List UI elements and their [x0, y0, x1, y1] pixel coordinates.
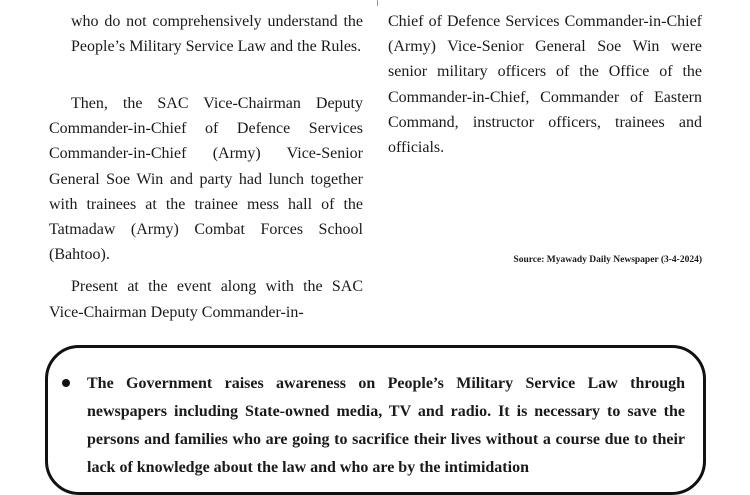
source-credit: Source: Myawady Daily Newspaper (3-4-2024)	[513, 255, 702, 265]
left-continued-paragraph: who do not comprehensively understand the People’s Military Service Law and the Rules.	[71, 13, 363, 56]
callout-box	[45, 345, 706, 495]
column-divider-mark	[377, 0, 378, 6]
right-continued-block	[388, 9, 702, 160]
left-main-block	[49, 91, 363, 325]
callout-bullet-text: The Government raises awareness on People’s Military Service Law through newspapers including State-owned media, TV and radio. It is necessary to save the persons and families who are going to sacrifice their lives without a course due to their lack of knowledge about the law and who are by the intimidation	[87, 375, 685, 476]
present-paragraph: Present at the event along with the SAC Vice-Chairman Deputy Commander-in-	[49, 278, 363, 321]
bullet-icon	[62, 379, 70, 387]
left-continued-block	[49, 9, 363, 59]
right-continued-paragraph: Chief of Defence Services Commander-in-Chief (Army) Vice-Senior General Soe Win were senior military officers of the Office of the Commander-in-Chief, Commander of Eastern Command, instructor officers, trainees and officials.	[388, 13, 702, 157]
callout-bullet-item	[62, 370, 685, 482]
lunch-paragraph: Then, the SAC Vice-Chairman Deputy Commander-in-Chief of Defence Services Commander-in-Chief (Army) Vice-Senior General Soe Win and party had lunch together with trainees at the trainee mess hall of the Tatmadaw (Army) Combat Forces School (Bahtoo).	[49, 95, 363, 264]
